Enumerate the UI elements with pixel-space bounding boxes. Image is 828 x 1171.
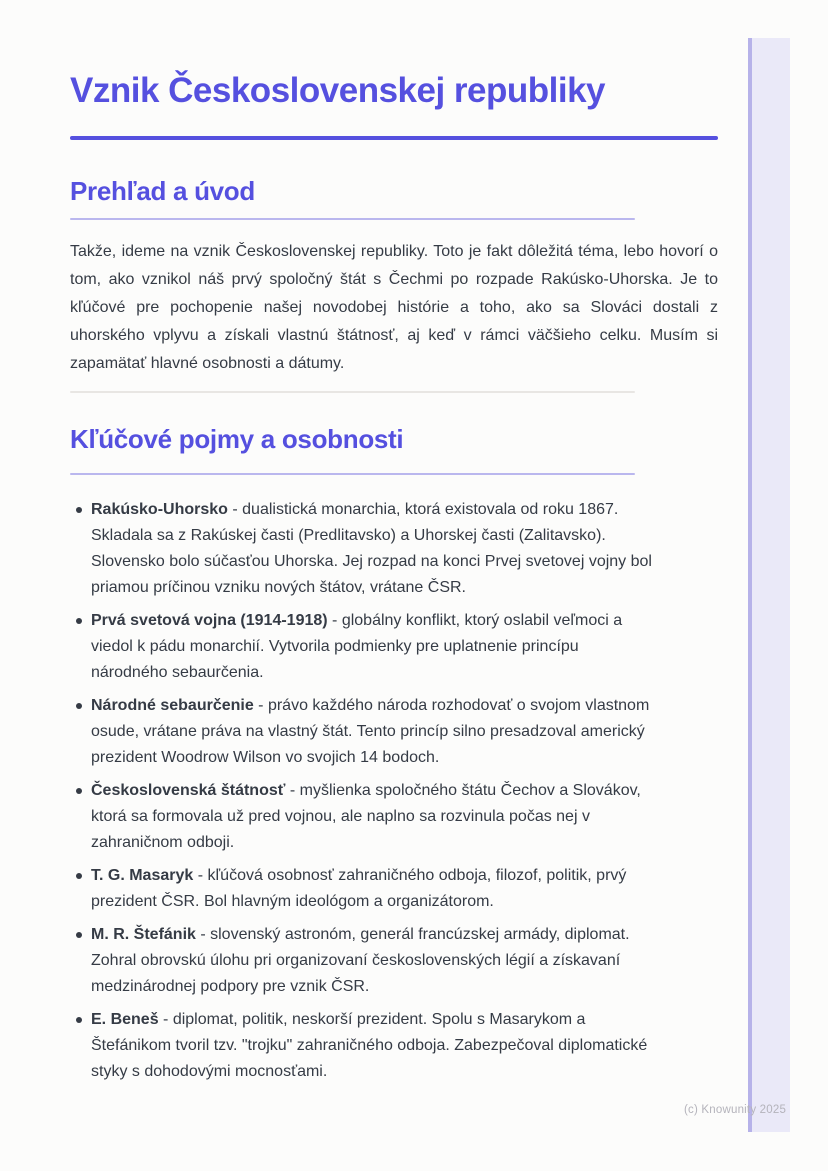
bullet-term: Rakúsko-Uhorsko (91, 501, 228, 518)
section-divider (70, 391, 635, 393)
bullet-term: M. R. Štefánik (91, 926, 196, 943)
bullet-term: Prvá svetová vojna (1914-1918) (91, 612, 328, 629)
key-terms-list (70, 497, 718, 1085)
intro-paragraph: Takže, ideme na vznik Československej republiky. Toto je fakt dôležitá téma, lebo hovorí o tom, ako vznikol náš prvý spoločný štát s Čechmi po rozpade Rakúsko-Uhorska. Je to kľúčové pre pochopenie našej novodobej histórie a toho, ako sa Slováci dostali z uhorského vplyvu a získali vlastnú štátnosť, aj keď v rámci väčšieho celku. Musím si zapamätať hlavné osobnosti a dátumy. (70, 243, 718, 372)
heading-underline (70, 218, 635, 220)
bullet-text: - myšlienka spoločného štátu Čechov a Slovákov, ktorá sa formovala už pred vojnou, ale naplno sa rozvinula počas nej v zahraničnom odboji. (91, 782, 641, 851)
page-title: Vznik Československej republiky (70, 71, 606, 110)
bullet-text: - právo každého národa rozhodovať o svojom vlastnom osude, vrátane práva na vlastný štát. Tento princíp silno presadzoval americký prezident Woodrow Wilson vo svojich 14 bodoch. (91, 697, 650, 766)
scrollbar[interactable] (748, 38, 790, 1132)
title-rule (70, 136, 718, 140)
list-item (70, 497, 655, 601)
section-heading-key-terms: Kľúčové pojmy a osobnosti (70, 424, 404, 454)
bullet-text: - diplomat, politik, neskorší prezident. Spolu s Masarykom a Štefánikom tvoril tzv. "trojku" zahraničného odboja. Zabezpečoval diplomatické styky s dohodovými mocnosťami. (91, 1011, 648, 1080)
bullet-text: - kľúčová osobnosť zahraničného odboja, filozof, politik, prvý prezident ČSR. Bol hlavným ideológom a organizátorom. (91, 867, 627, 910)
bullet-text: - slovenský astronóm, generál francúzskej armády, diplomat. Zohral obrovskú úlohu pri organizovaní československých légií a získavaní medzinárodnej podpory pre vznik ČSR. (91, 926, 630, 995)
heading-underline (70, 473, 635, 475)
bullet-term: T. G. Masaryk (91, 867, 194, 884)
bullet-term: Československá štátnosť (91, 782, 286, 799)
list-item (70, 608, 655, 686)
list-item (70, 778, 655, 856)
list-item (70, 1007, 655, 1085)
document-content (70, 0, 718, 1092)
list-item (70, 922, 655, 1000)
list-item (70, 693, 655, 771)
bullet-term: E. Beneš (91, 1011, 159, 1028)
watermark-text: (c) Knowunity 2025 (684, 1104, 787, 1116)
list-item (70, 863, 655, 915)
section-heading-intro: Prehľad a úvod (70, 176, 255, 206)
bullet-text: - dualistická monarchia, ktorá existovala od roku 1867. Skladala sa z Rakúskej časti (Predlitavsko) a Uhorskej časti (Zalitavsko). Slovensko bolo súčasťou Uhorska. Jej rozpad na konci Prvej svetovej vojny bol priamou príčinou vzniku nových štátov, vrátane ČSR. (91, 501, 652, 596)
bullet-term: Národné sebaurčenie (91, 697, 254, 714)
bullet-text: - globálny konflikt, ktorý oslabil veľmoci a viedol k pádu monarchií. Vytvorila podmienky pre uplatnenie princípu národného sebaurčenia. (91, 612, 623, 681)
